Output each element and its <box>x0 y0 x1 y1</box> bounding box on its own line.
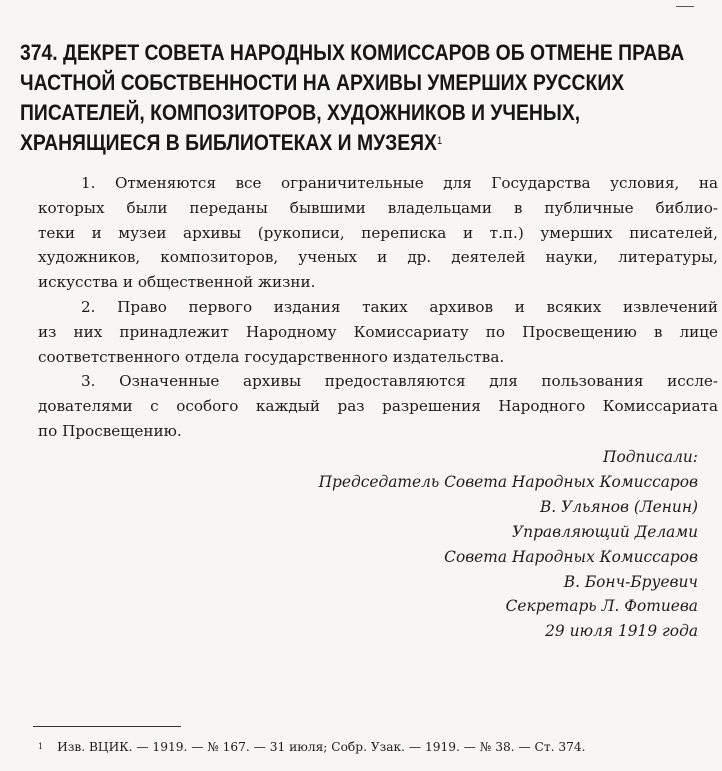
page-top-mark <box>676 0 694 7</box>
paragraph-line: по Просвещению. <box>38 421 182 440</box>
paragraph-line: художников, композиторов, ученых и др. деятелей науки, литературы, <box>38 248 718 267</box>
title-line: 374. ДЕКРЕТ СОВЕТА НАРОДНЫХ КОМИССАРОВ ОБ ОТМЕНЕ ПРАВА <box>20 40 685 65</box>
paragraph-line: которых были переданы бывшими владельцами в публичные библио- <box>38 198 718 217</box>
paragraph-line: дователями с особого каждый раз разрешения Народного Комиссариата <box>38 397 718 416</box>
title-line: ЧАСТНОЙ СОБСТВЕННОСТИ НА АРХИВЫ УМЕРШИХ РУССКИХ <box>20 70 625 95</box>
paragraph-line: теки и музеи архивы (рукописи, переписка и т.п.) умерших писателей, <box>38 223 718 242</box>
signatory-title: Председатель Совета Народных Комиссаров <box>318 472 698 491</box>
paragraph-line: соответственного отдела государственного издательства. <box>38 347 505 366</box>
title-footnote-mark: 1 <box>436 135 443 147</box>
title-line-last <box>20 128 708 158</box>
paragraph-2 <box>38 295 718 369</box>
footnote-text: Изв. ВЦИК. — 1919. — № 167. — 31 июля; Собр. Узак. — 1919. — № 38. — Ст. 374. <box>57 740 586 754</box>
paragraph-line: 2. Право первого издания таких архивов и всяких извлечений <box>81 297 718 316</box>
title-line: ПИСАТЕЛЕЙ, КОМПОЗИТОРОВ, ХУДОЖНИКОВ И УЧЕНЫХ, <box>20 100 581 125</box>
document-body <box>38 171 718 444</box>
paragraph-3 <box>38 369 718 443</box>
document-title <box>20 38 708 158</box>
paragraph-line: 3. Означенные архивы предоставляются для пользования иссле- <box>81 372 718 391</box>
signature-block <box>319 445 698 644</box>
paragraph-1 <box>38 171 718 295</box>
document-date: 29 июля 1919 года <box>545 622 698 641</box>
paragraph-line: 1. Отменяются все ограничительные для Государства условия, на <box>81 174 718 192</box>
signatory-name: В. Бонч-Бруевич <box>563 572 698 591</box>
signatory-name: В. Ульянов (Ленин) <box>540 497 698 516</box>
signatory-title: Совета Народных Комиссаров <box>444 547 698 566</box>
paragraph-line: искусства и общественной жизни. <box>38 273 316 292</box>
footnote <box>38 739 585 755</box>
paragraph-line: из них принадлежит Народному Комиссариату по Просвещению в лице <box>38 322 718 341</box>
signed-label: Подписали: <box>603 448 698 466</box>
title-line-text: ХРАНЯЩИЕСЯ В БИБЛИОТЕКАХ И МУЗЕЯХ <box>20 130 437 155</box>
signatory-title: Управляющий Делами <box>512 522 698 541</box>
secretary-signature: Секретарь Л. Фотиева <box>505 597 698 616</box>
footnote-divider <box>33 726 181 727</box>
footnote-mark: 1 <box>38 742 44 751</box>
